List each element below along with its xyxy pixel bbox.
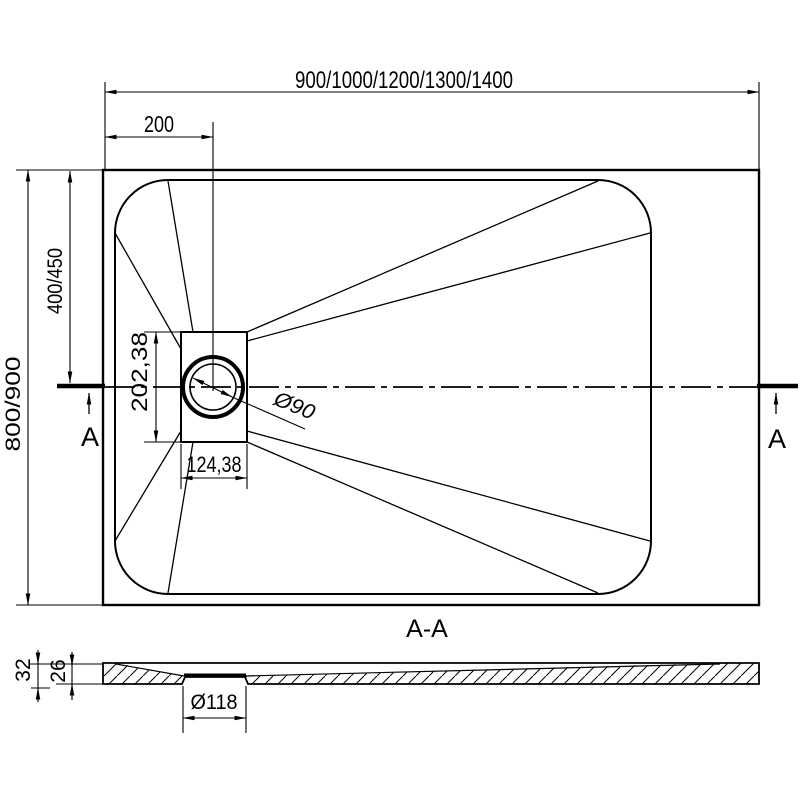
slope-line-bottom-left-a [115, 431, 181, 541]
dim-drain-plate-length: 202,38 [127, 344, 152, 412]
slope-line-top-left-a [168, 181, 193, 332]
section-view [30, 650, 759, 733]
dim-drain-offset: 200 [144, 111, 174, 137]
section-marker-a-right: A [767, 424, 787, 454]
section-marker-a-left: A [80, 422, 100, 452]
dim-centerline-offset: 400/450 [44, 238, 67, 314]
labels [2, 67, 786, 714]
slope-line-top-right-a [247, 181, 598, 332]
dim-width-options: 900/1000/1200/1300/1400 [295, 67, 513, 94]
dim-recess-diameter: Ø118 [190, 691, 238, 714]
section-title: A-A [406, 615, 448, 643]
slope-line-top-right-b [247, 233, 650, 341]
dim-drain-diameter: Ø90 [270, 387, 317, 424]
dim-drain-plate-width: 124,38 [186, 452, 242, 477]
dim-depth-options: 800/900 [2, 375, 25, 452]
slope-line-bottom-right-b [247, 442, 598, 593]
dim-inner-depth: 26 [47, 659, 70, 683]
dim-total-height: 32 [12, 658, 35, 682]
slope-line-bottom-right-a [247, 431, 650, 541]
